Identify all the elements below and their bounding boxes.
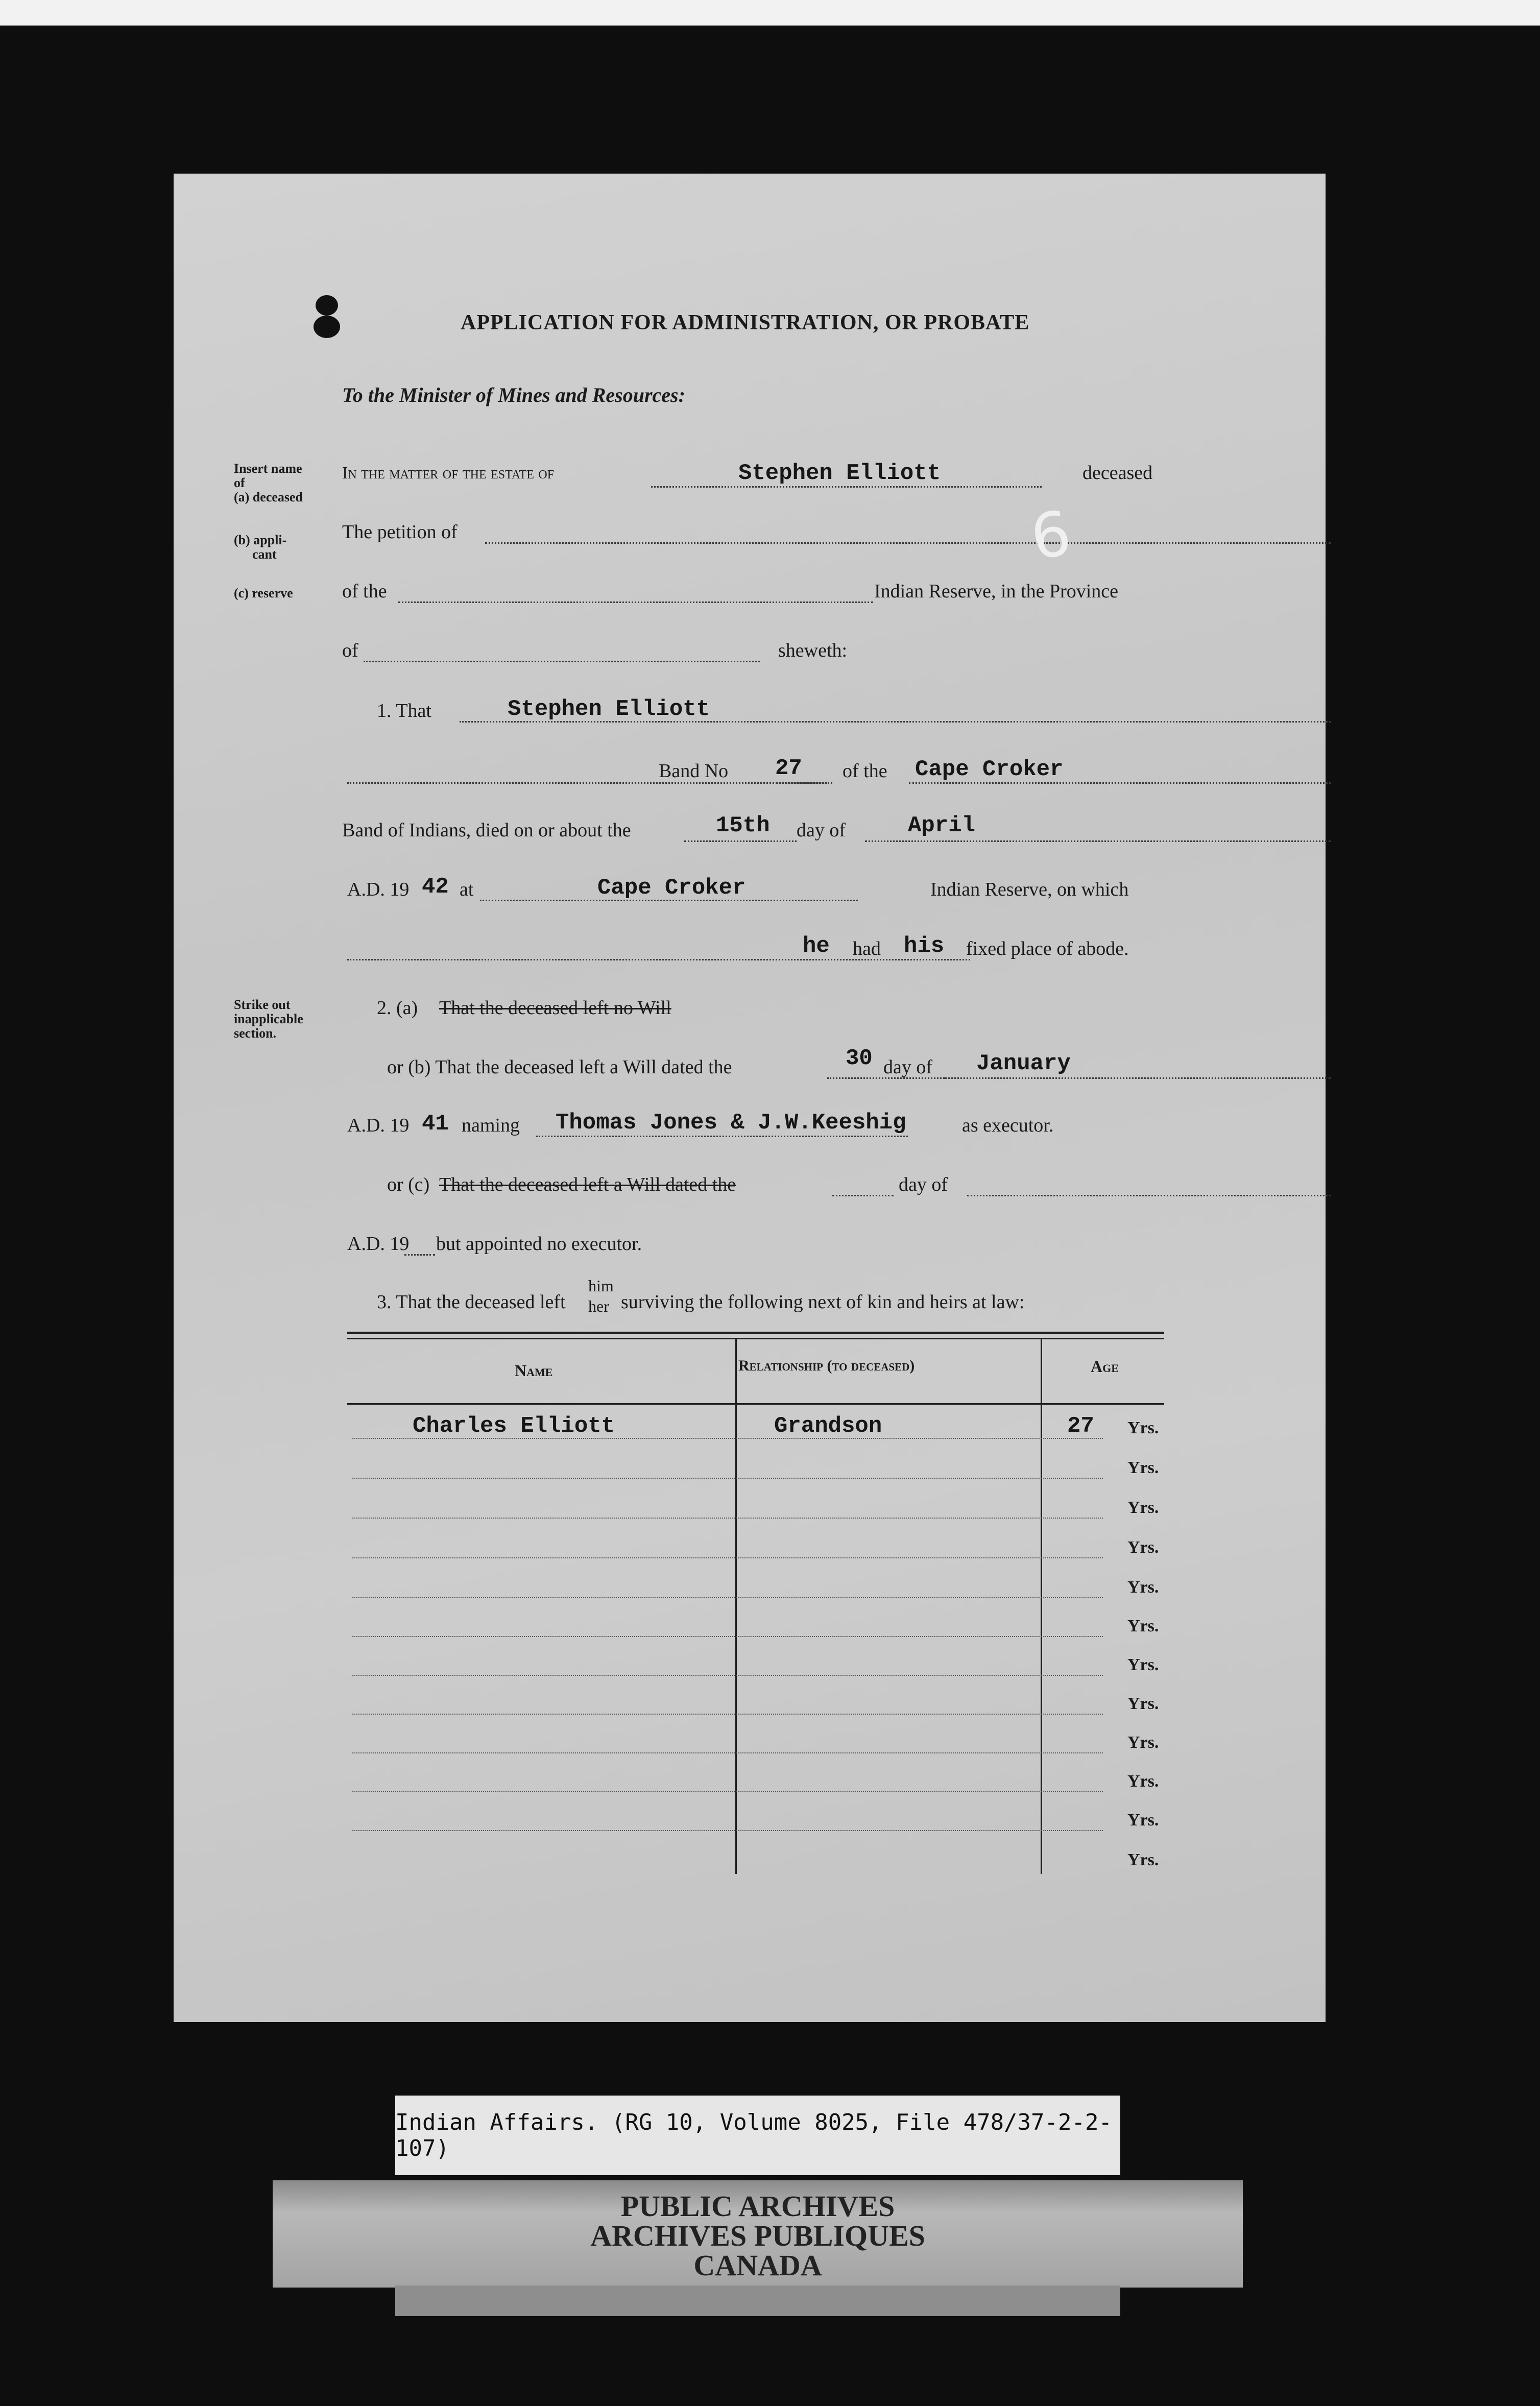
death-place: Cape Croker [597,875,746,901]
will-month: January [976,1051,1071,1076]
form-title: APPLICATION FOR ADMINISTRATION, OR PROBATE [461,311,1030,334]
at-label: at [460,879,474,900]
header-relationship: Relationship (to deceased) [738,1357,915,1374]
yrs-label: Yrs. [1127,1578,1159,1597]
yrs-label: Yrs. [1127,1498,1159,1517]
died-label: Band of Indians, died on or about the [342,820,631,841]
yrs-label: Yrs. [1127,1694,1159,1713]
petition-label: The petition of [342,521,458,543]
death-month: April [908,813,976,838]
had-label: had [853,938,881,959]
stamp-line-2: ARCHIVES PUBLIQUES [590,2219,925,2252]
yrs-label: Yrs. [1127,1811,1159,1830]
film-top-strip [0,0,1540,26]
section3-prefix: 3. That the deceased left [377,1291,566,1313]
band-no-label: Band No [659,760,729,782]
margin-note-applicant: (b) appli- cant [234,533,287,562]
yrs-label: Yrs. [1127,1538,1159,1557]
yrs-label: Yrs. [1127,1772,1159,1791]
death-year: 42 [422,874,449,900]
kin-relationship: Grandson [774,1413,882,1439]
reserve-prefix: of the [342,581,387,602]
section2a-text: That the deceased left no Will [439,997,671,1019]
margin-note-deceased: Insert name of (a) deceased [234,461,303,504]
section3-suffix: surviving the following next of kin and heirs at law: [621,1291,1025,1313]
margin-note-reserve: (c) reserve [234,586,293,600]
stamp-line-3: CANADA [693,2249,822,2282]
deceased-name: Stephen Elliott [738,461,941,486]
section2c-text: That the deceased left a Will dated the [439,1174,736,1195]
will-ad-label: A.D. 19 [347,1115,410,1136]
will-year: 41 [422,1111,449,1137]
kin-age: 27 [1067,1413,1094,1439]
section2c-ad-label: A.D. 19 [347,1233,410,1255]
stamp-base-band [395,2285,1120,2316]
pronoun-his: his [904,933,945,959]
yrs-label: Yrs. [1127,1418,1159,1437]
section2c-rest: but appointed no executor. [436,1233,642,1255]
section2c-prefix: or (c) [387,1174,430,1195]
margin-note-strike-out: Strike out inapplicable section. [234,997,303,1041]
punch-hole-mark [311,291,342,342]
yrs-label: Yrs. [1127,1733,1159,1752]
reserve-suffix: Indian Reserve, in the Province [874,581,1119,602]
public-archives-stamp [273,2180,1243,2288]
death-day: 15th [716,813,770,838]
as-executor-label: as executor. [962,1115,1054,1136]
addressee: To the Minister of Mines and Resources: [342,383,685,406]
naming-label: naming [462,1115,520,1136]
pronoun-he: he [803,933,830,959]
ad-label: A.D. 19 [347,879,410,900]
section1-prefix: 1. That [377,700,431,721]
archive-caption: Indian Affairs. (RG 10, Volume 8025, File 478/37-2-2-107) [395,2096,1120,2175]
yrs-label: Yrs. [1127,1458,1159,1477]
section2c-day-of: day of [899,1174,948,1195]
header-name: Name [515,1361,553,1380]
section3-him: him [588,1277,614,1295]
will-day: 30 [846,1046,873,1071]
day-of-label: day of [797,820,846,841]
will-day-of: day of [883,1056,933,1078]
header-age: Age [1091,1357,1119,1376]
estate-suffix: deceased [1082,462,1153,484]
yrs-label: Yrs. [1127,1617,1159,1635]
band-no: 27 [775,756,802,781]
yrs-label: Yrs. [1127,1850,1159,1869]
indian-reserve-label: Indian Reserve, on which [930,879,1129,900]
handwritten-mark: 6 [1025,497,1076,574]
section1-name: Stephen Elliott [508,696,710,722]
section3-her: her [588,1297,609,1315]
abode-label: fixed place of abode. [966,938,1129,959]
sheweth-label: sheweth: [778,640,848,661]
estate-prefix: In the matter of the estate of [342,464,555,483]
of-the-label: of the [843,760,887,782]
document-page [174,174,1326,2022]
kin-name: Charles Elliott [413,1413,615,1439]
band-name: Cape Croker [915,757,1064,782]
stamp-line-1: PUBLIC ARCHIVES [620,2190,895,2223]
executors: Thomas Jones & J.W.Keeshig [556,1110,906,1136]
section2a-prefix: 2. (a) [377,997,418,1019]
section2b-prefix: or (b) That the deceased left a Will dated the [387,1056,732,1078]
province-prefix: of [342,640,358,661]
yrs-label: Yrs. [1127,1655,1159,1674]
